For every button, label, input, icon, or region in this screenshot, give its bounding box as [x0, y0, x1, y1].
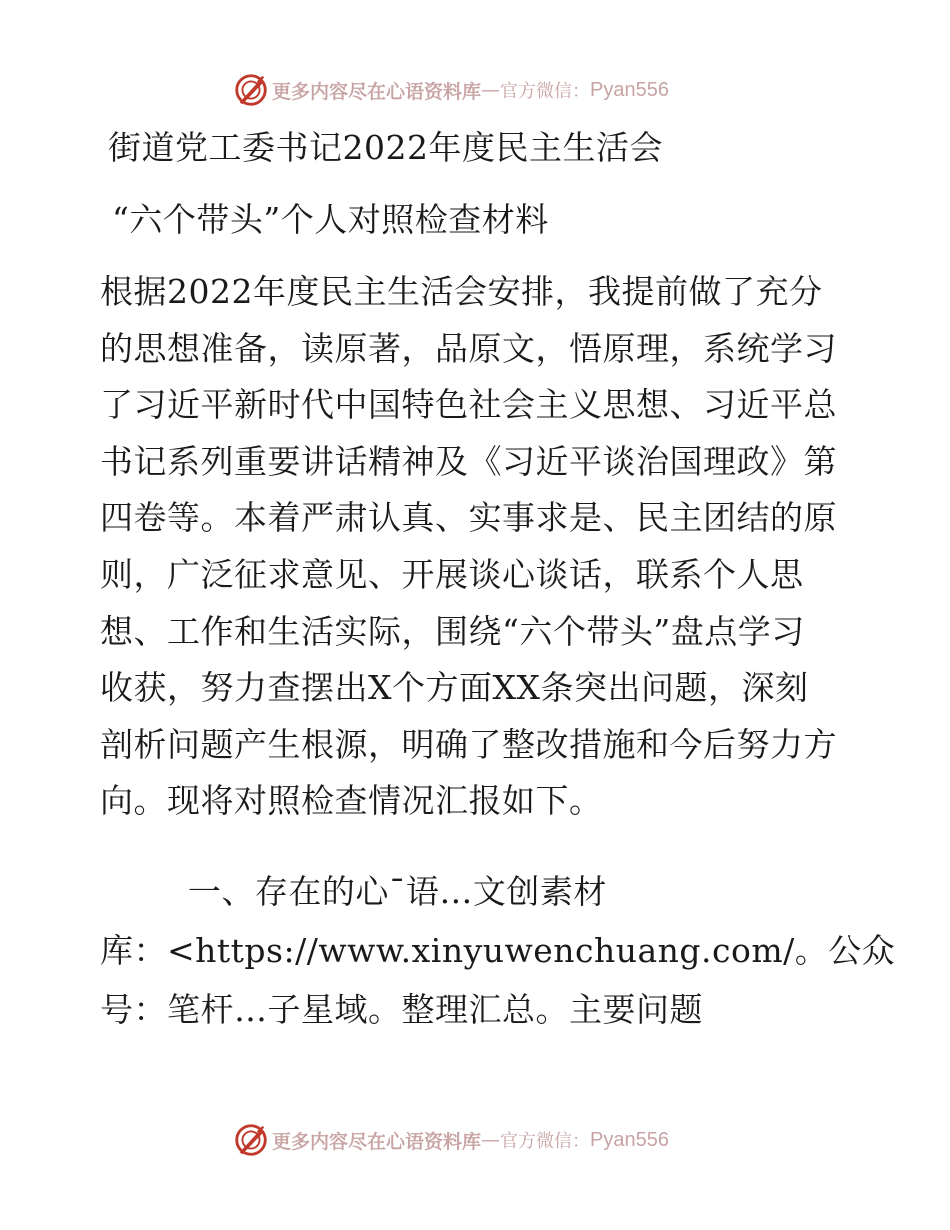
watermark-main-text: 更多内容尽在心语资料库	[272, 1130, 482, 1153]
section-heading-block	[100, 872, 896, 1049]
section-line: 一、存在的心¯语…文创素材	[100, 872, 607, 911]
watermark-dash: —	[481, 79, 501, 101]
watermark-id: Pyan556	[590, 78, 669, 101]
pen-logo-icon	[232, 1121, 270, 1159]
paragraph-line: 根据2022年度民主生活会安排，我提前做了充分	[100, 272, 823, 311]
paragraph-line: 想、工作和生活实际，围绕“六个带头”盘点学习	[100, 611, 805, 651]
paragraph-line: 了习近平新时代中国特色社会主义思想、习近平总	[100, 385, 837, 425]
paragraph-line: 收获，努力查摆出X个方面XX条突出问题，深刻	[100, 668, 809, 708]
paragraph-line: 则，广泛征求意见、开展谈心谈话，联系个人思	[100, 554, 804, 594]
paragraph-line: 的思想准备，读原著，品原文，悟原理，系统学习	[100, 328, 837, 368]
watermark-sub-text: 官方微信：	[500, 1131, 591, 1152]
document-title-line-1: 街道党工委书记2022年度民主生活会	[108, 128, 663, 167]
paragraph-line: 四卷等。本着严肃认真、实事求是、民主团结的原	[100, 498, 837, 538]
body-paragraph	[100, 272, 860, 838]
section-line: 号：笔杆…子星域。整理汇总。主要问题	[100, 990, 703, 1029]
watermark-main-text: 更多内容尽在心语资料库	[272, 80, 482, 103]
paragraph-line: 剖析问题产生根源，明确了整改措施和今后努力方	[100, 724, 837, 764]
pen-logo-icon	[232, 71, 270, 109]
watermark-banner-top	[232, 70, 669, 110]
watermark-banner-bottom	[232, 1120, 669, 1160]
watermark-sub-text: 官方微信：	[500, 81, 591, 102]
paragraph-line: 向。现将对照检查情况汇报如下。	[100, 781, 603, 821]
section-line: 库：<https://www.xinyuwenchuang.com/。公众	[100, 931, 896, 970]
paragraph-line: 书记系列重要讲话精神及《习近平谈治国理政》第	[100, 441, 837, 481]
watermark-id: Pyan556	[590, 1128, 669, 1151]
document-title-line-2: “六个带头”个人对照检查材料	[112, 200, 549, 239]
watermark-dash: —	[481, 1129, 501, 1151]
